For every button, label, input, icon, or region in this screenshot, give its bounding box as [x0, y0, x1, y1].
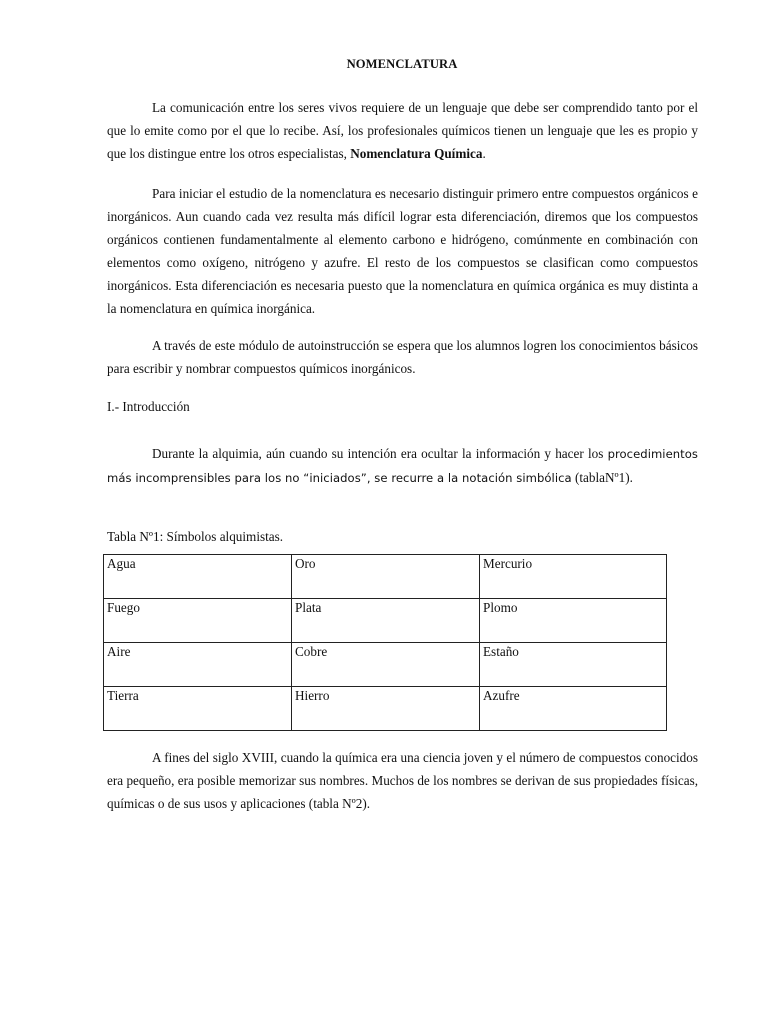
paragraph-end: .	[482, 146, 486, 161]
table-cell: Plata	[292, 599, 480, 643]
paragraph-text: A través de este módulo de autoinstrucción se espera que los alumnos logren los conocimientos básicos para escribir y nombrar compuestos químicos inorgánicos.	[107, 338, 698, 376]
table-cell: Hierro	[292, 687, 480, 731]
bold-term: Nomenclatura Química	[350, 146, 483, 161]
table-cell: Estaño	[480, 643, 667, 687]
table-cell: Fuego	[104, 599, 292, 643]
paragraph-organic-inorganic	[107, 182, 698, 320]
table-cell: Azufre	[480, 687, 667, 731]
table-cell: Mercurio	[480, 555, 667, 599]
paragraph-alchemy	[107, 442, 698, 490]
table-cell: Cobre	[292, 643, 480, 687]
table-cell: Agua	[104, 555, 292, 599]
alchemy-symbols-table	[103, 554, 667, 731]
paragraph-text: La comunicación entre los seres vivos requiere de un lenguaje que debe ser comprendido tanto por el que lo emite como por el que lo recibe. Así, los profesionales químicos tienen un lenguaje que les es propio y que los distingue entre los otros especialistas,	[107, 100, 698, 161]
page-title: NOMENCLATURA	[346, 57, 458, 71]
paragraph-text-end: (tablaNº1).	[571, 470, 633, 485]
table-cell: Aire	[104, 643, 292, 687]
paragraph-module-goal	[107, 334, 698, 380]
table-cell: Oro	[292, 555, 480, 599]
paragraph-text-alt-font: procedimientos más incomprensibles para los no “iniciados”, se recurre a la notación simbólica	[107, 447, 698, 485]
paragraph-text: Para iniciar el estudio de la nomenclatura es necesario distinguir primero entre compuestos orgánicos e inorgánicos. Aun cuando cada vez resulta más difícil lograr esta diferenciación, diremos que los compuestos orgánicos contienen fundamentalmente al elemento carbono e hidrógeno, comúnmente en combinación con elementos como oxígeno, nitrógeno y azufre. El resto de los compuestos se clasifican como compuestos inorgánicos. Esta diferenciación es necesaria puesto que la nomenclatura en química orgánica es muy distinta a la nomenclatura en química inorgánica.	[107, 186, 698, 316]
table-row	[104, 555, 667, 599]
paragraph-text: Durante la alquimia, aún cuando su intención era ocultar la información y hacer los	[152, 446, 608, 461]
table-row	[104, 599, 667, 643]
section-heading: I.- Introducción	[107, 399, 190, 414]
table-row	[104, 643, 667, 687]
table-caption: Tabla Nº1: Símbolos alquimistas.	[107, 529, 284, 544]
paragraph-communication	[107, 96, 698, 165]
table-cell: Tierra	[104, 687, 292, 731]
paragraph-eighteenth-century	[107, 746, 698, 815]
paragraph-text: A fines del siglo XVIII, cuando la química era una ciencia joven y el número de compuestos conocidos era pequeño, era posible memorizar sus nombres. Muchos de los nombres se derivan de sus propiedades físicas, químicas o de sus usos y aplicaciones (tabla Nº2).	[107, 750, 698, 811]
table-cell: Plomo	[480, 599, 667, 643]
table-row	[104, 687, 667, 731]
